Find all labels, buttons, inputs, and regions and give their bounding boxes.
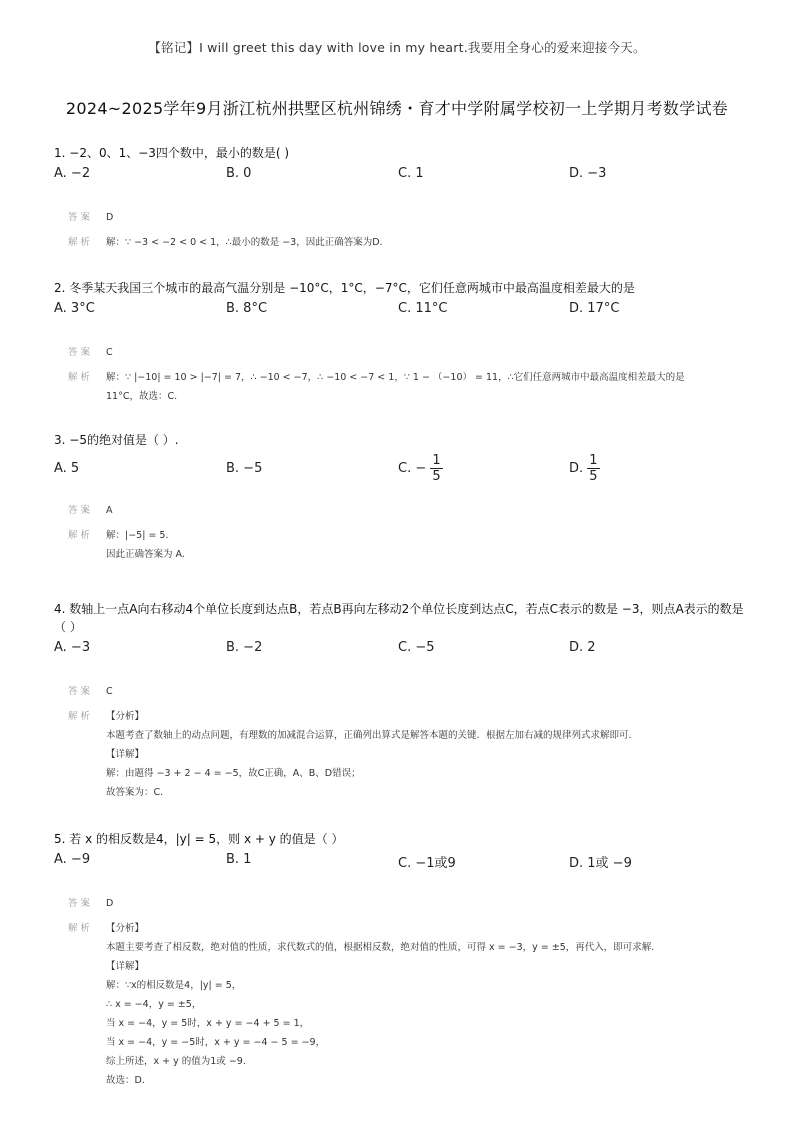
- question-stem: 1. −2、0、1、−3四个数中，最小的数是( ): [54, 146, 290, 160]
- answer-row: [54, 208, 744, 227]
- analysis-line: 故选：D.: [106, 1075, 145, 1086]
- answer-value: D: [106, 212, 114, 223]
- answer-label: 答案: [68, 898, 94, 909]
- analysis-line: 综上所述，x + y 的值为1或 −9.: [106, 1056, 246, 1067]
- option-c: [398, 453, 443, 484]
- analysis-line: 解：∵ −3 < −2 < 0 < 1，∴最小的数是 −3，因此正确答案为D.: [106, 237, 383, 248]
- analysis-row: [54, 233, 744, 252]
- analysis-label: 解析: [68, 237, 94, 248]
- option-d: D. −3: [569, 166, 607, 181]
- analysis-label: 解析: [68, 711, 94, 722]
- question-stem: 4. 数轴上一点A向右移动4个单位长度到达点B，若点B再向左移动2个单位长度到达点C，若点C表示的数是 −3，则点A表示的数是: [54, 602, 744, 616]
- page-title: 2024~2025学年9月浙江杭州拱墅区杭州锦绣・育才中学附属学校初一上学期月考数学试卷: [65, 99, 729, 118]
- option-a: A. −9: [54, 852, 91, 867]
- analysis-line: 当 x = −4，y = −5时，x + y = −4 − 5 = −9，: [106, 1037, 326, 1048]
- analysis-row: [54, 368, 744, 406]
- analysis-row: [54, 526, 744, 564]
- option-c: C. 11°C: [398, 301, 448, 316]
- answer-value: C: [106, 347, 113, 358]
- option-b: B. −5: [226, 461, 263, 476]
- analysis-line: 解：|−5| = 5.: [106, 530, 169, 541]
- analysis-row: [54, 919, 744, 1090]
- options-row: [54, 453, 744, 489]
- fraction: [430, 453, 442, 484]
- analysis-label: 解析: [68, 372, 94, 383]
- question-3: [54, 431, 744, 564]
- option-d: [569, 453, 600, 484]
- analysis-line: 本题考查了数轴上的动点问题，有理数的加减混合运算，正确列出算式是解答本题的关键．根据左加右减的规律列式求解即可．: [106, 730, 639, 741]
- option-d-prefix: D.: [569, 461, 588, 476]
- analysis-line: 【详解】: [106, 749, 145, 760]
- analysis-row: [54, 707, 744, 802]
- option-d: D. 2: [569, 640, 596, 655]
- answer-label: 答案: [68, 686, 94, 697]
- options-row: [54, 301, 744, 323]
- option-c: C. −1或9: [398, 856, 456, 871]
- option-c: C. 1: [398, 166, 424, 181]
- option-a: A. −2: [54, 166, 91, 181]
- analysis-line: 当 x = −4，y = 5时，x + y = −4 + 5 = 1，: [106, 1018, 310, 1029]
- answer-value: C: [106, 686, 113, 697]
- answer-row: [54, 682, 744, 701]
- options-row: [54, 640, 744, 662]
- option-a: A. −3: [54, 640, 91, 655]
- question-stem-continued: （ ）: [54, 620, 82, 634]
- analysis-label: 解析: [68, 530, 94, 541]
- analysis-line: 【详解】: [106, 961, 145, 972]
- fraction-numerator: 1: [589, 453, 598, 468]
- answer-row: [54, 343, 744, 362]
- option-d: D. 17°C: [569, 301, 620, 316]
- options-row: [54, 852, 744, 874]
- analysis-line: 【分析】: [106, 711, 145, 722]
- option-b: B. 1: [226, 852, 252, 867]
- analysis-line: 解：由题得 −3 + 2 − 4 = −5，故C正确，A、B、D错误；: [106, 768, 361, 779]
- fraction: [587, 453, 599, 484]
- motto-line: 【铭记】I will greet this day with love in my heart.我要用全身心的爱来迎接今天。: [148, 40, 646, 55]
- analysis-line: 解：∵x的相反数是4，|y| = 5，: [106, 980, 242, 991]
- question-stem: 3. −5的绝对值是（ ）.: [54, 433, 179, 447]
- option-a: A. 5: [54, 461, 80, 476]
- question-1: [54, 144, 744, 252]
- option-c: C. −5: [398, 640, 435, 655]
- option-b: B. −2: [226, 640, 263, 655]
- option-a: A. 3°C: [54, 301, 95, 316]
- question-4: [54, 600, 744, 802]
- analysis-label: 解析: [68, 923, 94, 934]
- question-2: [54, 279, 744, 406]
- answer-value: A: [106, 505, 113, 516]
- answer-row: [54, 894, 744, 913]
- analysis-line: 解：∵ |−10| = 10 > |−7| = 7，∴ −10 < −7，∴ −10 < −7 < 1，∵ 1 − （−10） = 11，∴它们任意两城市中最高温度相差最大的是: [106, 372, 685, 383]
- analysis-line: 因此正确答案为 A.: [106, 549, 185, 560]
- option-b: B. 8°C: [226, 301, 268, 316]
- fraction-denominator: 5: [589, 469, 598, 484]
- analysis-line: 本题主要考查了相反数，绝对值的性质，求代数式的值，根据相反数，绝对值的性质，可得 x = −3，y = ±5，再代入，即可求解.: [106, 942, 655, 953]
- analysis-line: 【分析】: [106, 923, 145, 934]
- fraction-denominator: 5: [432, 469, 441, 484]
- answer-value: D: [106, 898, 114, 909]
- analysis-line: 故答案为：C.: [106, 787, 164, 798]
- analysis-line: ∴ x = −4，y = ±5，: [106, 999, 202, 1010]
- answer-label: 答案: [68, 212, 94, 223]
- option-b: B. 0: [226, 166, 252, 181]
- option-d: D. 1或 −9: [569, 856, 632, 871]
- question-stem: 5. 若 x 的相反数是4，|y| = 5，则 x + y 的值是（ ）: [54, 832, 344, 846]
- fraction-numerator: 1: [432, 453, 441, 468]
- question-5: [54, 830, 744, 1090]
- answer-label: 答案: [68, 505, 94, 516]
- answer-row: [54, 501, 744, 520]
- options-row: [54, 166, 744, 188]
- option-c-prefix: C. −: [398, 461, 427, 476]
- answer-label: 答案: [68, 347, 94, 358]
- analysis-line: 11°C，故选：C.: [106, 391, 178, 402]
- question-stem: 2. 冬季某天我国三个城市的最高气温分别是 −10°C，1°C，−7°C，它们任意两城市中最高温度相差最大的是: [54, 281, 635, 295]
